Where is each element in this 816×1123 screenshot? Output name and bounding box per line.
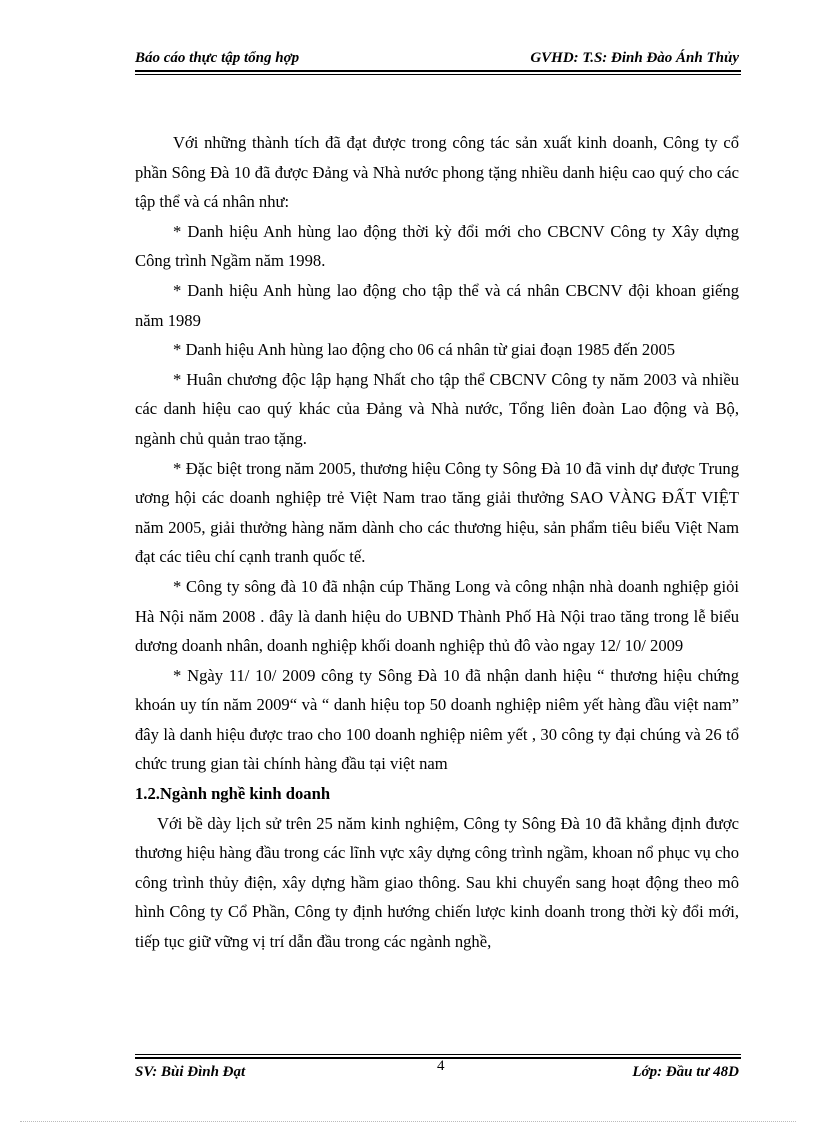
footer-rule-thin — [135, 1054, 741, 1055]
page-header — [135, 48, 739, 70]
page-number: 4 — [437, 1058, 445, 1074]
award-item: * Ngày 11/ 10/ 2009 công ty Sông Đà 10 đã nhận danh hiệu “ thương hiệu chứng khoán uy tín năm 2009“ và “ danh hiệu top 50 doanh nghiệp niêm yết hàng đầu việt nam” đây là danh hiệu được trao cho 100 doanh nghiệp niêm yết , 30 công ty đại chúng và 26 tổ chức trung gian tài chính hàng đầu tại việt nam — [135, 665, 739, 774]
footer-student: SV: Bùi Đình Đạt — [135, 1064, 246, 1080]
header-supervisor: GVHD: T.S: Đinh Đào Ánh Thủy — [530, 50, 739, 66]
body-paragraph: Với những thành tích đã đạt được trong công tác sản xuất kinh doanh, Công ty cổ phần Sông Đà 10 đã được Đảng và Nhà nước phong tặng nhiều danh hiệu cao quý cho các tập thể và cá nhân như: — [135, 133, 739, 212]
award-item: * Huân chương độc lập hạng Nhất cho tập thể CBCNV Công ty năm 2003 và nhiều các danh hiệu cao quý khác của Đảng và Nhà nước, Tổng liên đoàn Lao động và Bộ, ngành chủ quản trao tặng. — [135, 369, 739, 448]
award-item: * Công ty sông đà 10 đã nhận cúp Thăng Long và công nhận nhà doanh nghiệp giỏi Hà Nội năm 2008 . đây là danh hiệu do UBND Thành Phố Hà Nội trao tăng trong lễ biểu dương doanh nhân, doanh nghiệp khối doanh nghiệp thủ đô vào ngay 12/ 10/ 2009 — [135, 576, 739, 656]
award-item: * Đặc biệt trong năm 2005, thương hiệu Công ty Sông Đà 10 đã vinh dự được Trung ương hội các doanh nghiệp trẻ Việt Nam trao tăng giải thưởng SAO VÀNG ĐẤT VIỆT năm 2005, giải thưởng hàng năm dành cho các thương hiệu, sản phẩm tiêu biểu Việt Nam đạt các tiêu chí cạnh tranh quốc tế. — [135, 458, 739, 567]
award-item: * Danh hiệu Anh hùng lao động thời kỳ đổi mới cho CBCNV Công ty Xây dựng Công trình Ngầm năm 1998. — [135, 221, 739, 271]
page-body — [135, 128, 739, 957]
page-edge-divider — [20, 1121, 796, 1122]
page-footer — [135, 1058, 739, 1082]
header-rule-thin — [135, 74, 741, 75]
award-item: * Danh hiệu Anh hùng lao động cho tập thể và cá nhân CBCNV đội khoan giếng năm 1989 — [135, 280, 739, 330]
footer-class: Lớp: Đầu tư 48D — [632, 1064, 739, 1080]
header-rule — [135, 70, 741, 72]
section-paragraph: Với bề dày lịch sử trên 25 năm kinh nghiệm, Công ty Sông Đà 10 đã khẳng định được thương hiệu hàng đầu trong các lĩnh vực xây dựng công trình ngầm, khoan nổ phục vụ cho công trình thủy điện, xây dựng hầm giao thông. Sau khi chuyển sang hoạt động theo mô hình Công ty Cổ Phần, Công ty định hướng chiến lược kinh doanh trong thời kỳ đổi mới, tiếp tục giữ vững vị trí dẫn đầu trong các ngành nghề, — [135, 813, 739, 952]
award-item: * Danh hiệu Anh hùng lao động cho 06 cá nhân từ giai đoạn 1985 đến 2005 — [173, 340, 676, 360]
header-report-title: Báo cáo thực tập tổng hợp — [135, 50, 300, 66]
section-heading: 1.2.Ngành nghề kinh doanh — [135, 784, 331, 804]
